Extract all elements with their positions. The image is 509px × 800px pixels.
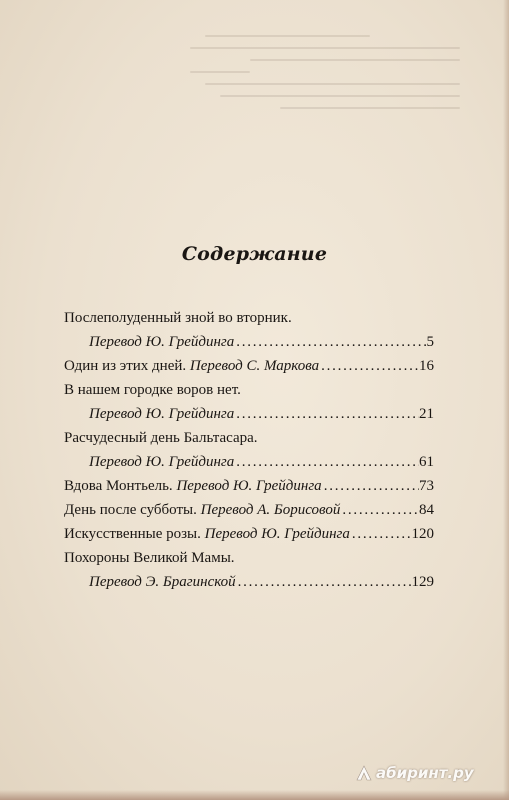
leader-dots — [319, 354, 419, 378]
labirint-logo-icon — [355, 764, 373, 782]
toc-entry-translator: Перевод Ю. Грейдинга — [89, 334, 235, 350]
leader-dots — [340, 498, 419, 522]
toc-entry-translator: Перевод А. Борисовой — [200, 502, 341, 518]
toc-entry-translator: Перевод Ю. Грейдинга — [89, 454, 235, 470]
toc-row — [64, 402, 434, 426]
toc-row — [64, 354, 434, 378]
toc-entry-title: В нашем городке воров нет. — [64, 382, 241, 398]
toc-row — [64, 330, 434, 354]
toc-entry-translator: Перевод С. Маркова — [189, 358, 320, 374]
toc-page-number: 61 — [419, 454, 434, 470]
toc-heading: Содержание — [181, 243, 328, 265]
leader-dots — [234, 450, 419, 474]
leader-dots — [350, 522, 412, 546]
toc-row — [64, 570, 434, 594]
show-through-text — [160, 25, 460, 175]
toc-entry-title: Расчудесный день Бальтасара. — [64, 430, 258, 446]
watermark — [355, 762, 474, 784]
toc-entry-translator: Перевод Э. Брагинской — [89, 574, 236, 590]
toc-page-number: 73 — [419, 478, 434, 494]
toc-row — [64, 546, 434, 570]
toc-entry-title: День после субботы. — [64, 502, 197, 518]
leader-dots — [234, 402, 419, 426]
toc-page-number: 120 — [411, 526, 434, 542]
toc-row — [64, 498, 434, 522]
toc-page-number: 5 — [426, 334, 434, 350]
page-edge-bottom — [0, 790, 509, 800]
toc-entry-title: Послеполуденный зной во вторник. — [64, 310, 292, 326]
leader-dots — [234, 330, 426, 354]
toc-entry-translator: Перевод Ю. Грейдинга — [204, 526, 350, 542]
toc-entry-title: Похороны Великой Мамы. — [64, 550, 235, 566]
table-of-contents — [64, 306, 434, 594]
page-edge-right — [503, 0, 509, 800]
toc-entry-title: Один из этих дней. — [64, 358, 187, 374]
leader-dots — [322, 474, 419, 498]
toc-entry-translator: Перевод Ю. Грейдинга — [89, 406, 235, 422]
toc-row — [64, 522, 434, 546]
toc-row — [64, 426, 434, 450]
toc-row — [64, 450, 434, 474]
toc-entry-title: Искусственные розы. — [64, 526, 201, 542]
toc-entry-translator: Перевод Ю. Грейдинга — [176, 478, 322, 494]
toc-page-number: 84 — [419, 502, 434, 518]
toc-row — [64, 306, 434, 330]
toc-row — [64, 474, 434, 498]
toc-page-number: 21 — [419, 406, 434, 422]
leader-dots — [236, 570, 412, 594]
watermark-text: абиринт.ру — [376, 764, 474, 782]
toc-row — [64, 378, 434, 402]
toc-entry-title: Вдова Монтьель. — [64, 478, 173, 494]
toc-page-number: 129 — [411, 574, 434, 590]
toc-page-number: 16 — [419, 358, 434, 374]
